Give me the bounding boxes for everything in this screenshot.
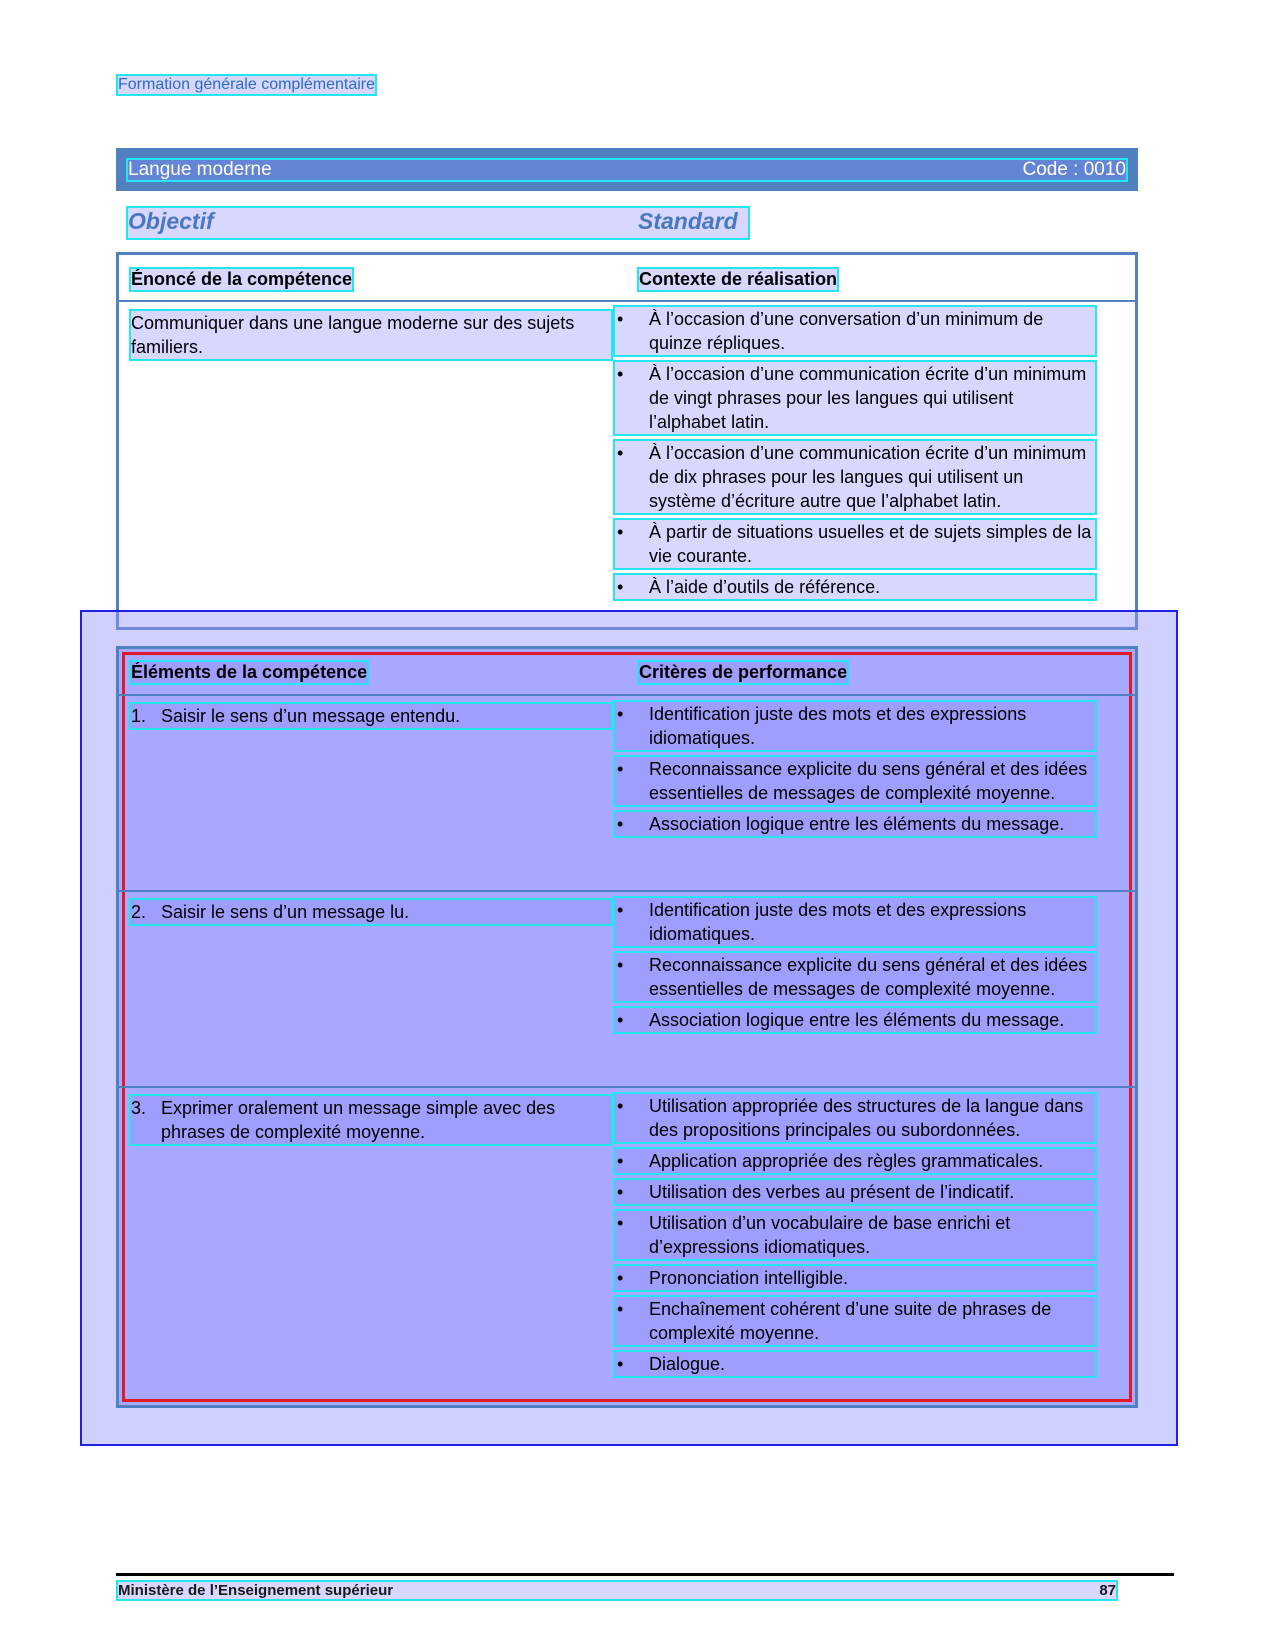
title-bar-inner bbox=[128, 160, 1126, 180]
context-list-wrap bbox=[615, 307, 1095, 606]
criteria-list bbox=[615, 1094, 1095, 1376]
context-item: • À l’occasion d’une conversation d’un minimum de quinze répliques. bbox=[615, 307, 1095, 355]
page-footer bbox=[118, 1582, 1116, 1599]
element-number: 2. bbox=[131, 902, 147, 922]
context-item: • À l’occasion d’une communication écrite d’un minimum de dix phrases pour les langues qui utilisent un système d’écriture autre que l’alphabet latin. bbox=[615, 441, 1095, 513]
criterion-item: • Dialogue. bbox=[615, 1352, 1095, 1376]
competence-statement: Communiquer dans une langue moderne sur des sujets familiers. bbox=[131, 311, 611, 359]
criterion-item: • Application appropriée des règles grammaticales. bbox=[615, 1149, 1095, 1173]
context-heading: Contexte de réalisation bbox=[639, 269, 838, 289]
element-item bbox=[131, 704, 611, 728]
criteria-list bbox=[615, 898, 1095, 1032]
element-number: 1. bbox=[131, 706, 147, 726]
criterion-item: • Association logique entre les éléments du message. bbox=[615, 812, 1095, 836]
elements-table bbox=[116, 646, 1138, 1408]
criterion-item: • Prononciation intelligible. bbox=[615, 1266, 1095, 1290]
competence-table bbox=[116, 252, 1138, 630]
criterion-item: • Utilisation d’un vocabulaire de base enrichi et d’expressions idiomatiques. bbox=[615, 1211, 1095, 1259]
elements-heading: Éléments de la compétence bbox=[131, 662, 368, 682]
element-text: Exprimer oralement un message simple avec des phrases de complexité moyenne. bbox=[161, 1098, 556, 1142]
footer-rule bbox=[116, 1573, 1174, 1576]
page-number: 87 bbox=[1099, 1582, 1116, 1599]
element-text: Saisir le sens d’un message entendu. bbox=[161, 706, 461, 726]
criterion-item: • Association logique entre les éléments du message. bbox=[615, 1008, 1095, 1032]
context-item: • À l’aide d’outils de référence. bbox=[615, 575, 1095, 599]
criterion-item: • Identification juste des mots et des expressions idiomatiques. bbox=[615, 702, 1095, 750]
criterion-item: • Enchaînement cohérent d’une suite de phrases de complexité moyenne. bbox=[615, 1297, 1095, 1345]
criteria-list bbox=[615, 702, 1095, 836]
criterion-item: • Identification juste des mots et des expressions idiomatiques. bbox=[615, 898, 1095, 946]
course-title: Langue moderne bbox=[128, 159, 272, 180]
context-item: • À partir de situations usuelles et de sujets simples de la vie courante. bbox=[615, 520, 1095, 568]
elements-header-row bbox=[119, 649, 1135, 696]
running-header: Formation générale complémentaire bbox=[118, 76, 376, 93]
element-number: 3. bbox=[131, 1098, 147, 1118]
title-bar bbox=[116, 148, 1138, 191]
criterion-item: • Reconnaissance explicite du sens général et des idées essentielles de messages de complexité moyenne. bbox=[615, 953, 1095, 1001]
criteria-heading: Critères de performance bbox=[639, 662, 848, 682]
element-row-3 bbox=[119, 1086, 1135, 1408]
criteria-wrap bbox=[615, 1094, 1095, 1383]
element-item bbox=[131, 1096, 611, 1144]
context-list bbox=[615, 307, 1095, 599]
element-item bbox=[131, 900, 611, 924]
element-row-1 bbox=[119, 694, 1135, 892]
footer-ministry: Ministère de l’Enseignement supérieur bbox=[118, 1582, 394, 1599]
criterion-item: • Utilisation appropriée des structures de la langue dans des propositions principales ou subordonnées. bbox=[615, 1094, 1095, 1142]
subhead-objectif: Objectif bbox=[128, 208, 214, 234]
criterion-item: • Utilisation des verbes au présent de l’indicatif. bbox=[615, 1180, 1095, 1204]
competence-header-row bbox=[119, 255, 1135, 302]
element-text: Saisir le sens d’un message lu. bbox=[161, 902, 410, 922]
criteria-wrap bbox=[615, 702, 1095, 843]
context-item: • À l’occasion d’une communication écrite d’un minimum de vingt phrases pour les langues qui utilisent l’alphabet latin. bbox=[615, 362, 1095, 434]
element-row-2 bbox=[119, 890, 1135, 1088]
criteria-wrap bbox=[615, 898, 1095, 1039]
criterion-item: • Reconnaissance explicite du sens général et des idées essentielles de messages de complexité moyenne. bbox=[615, 757, 1095, 805]
competence-statement-heading: Énoncé de la compétence bbox=[131, 269, 353, 289]
subhead-standard: Standard bbox=[638, 208, 738, 234]
course-code: Code : 0010 bbox=[1022, 159, 1126, 180]
subheads bbox=[128, 208, 748, 238]
